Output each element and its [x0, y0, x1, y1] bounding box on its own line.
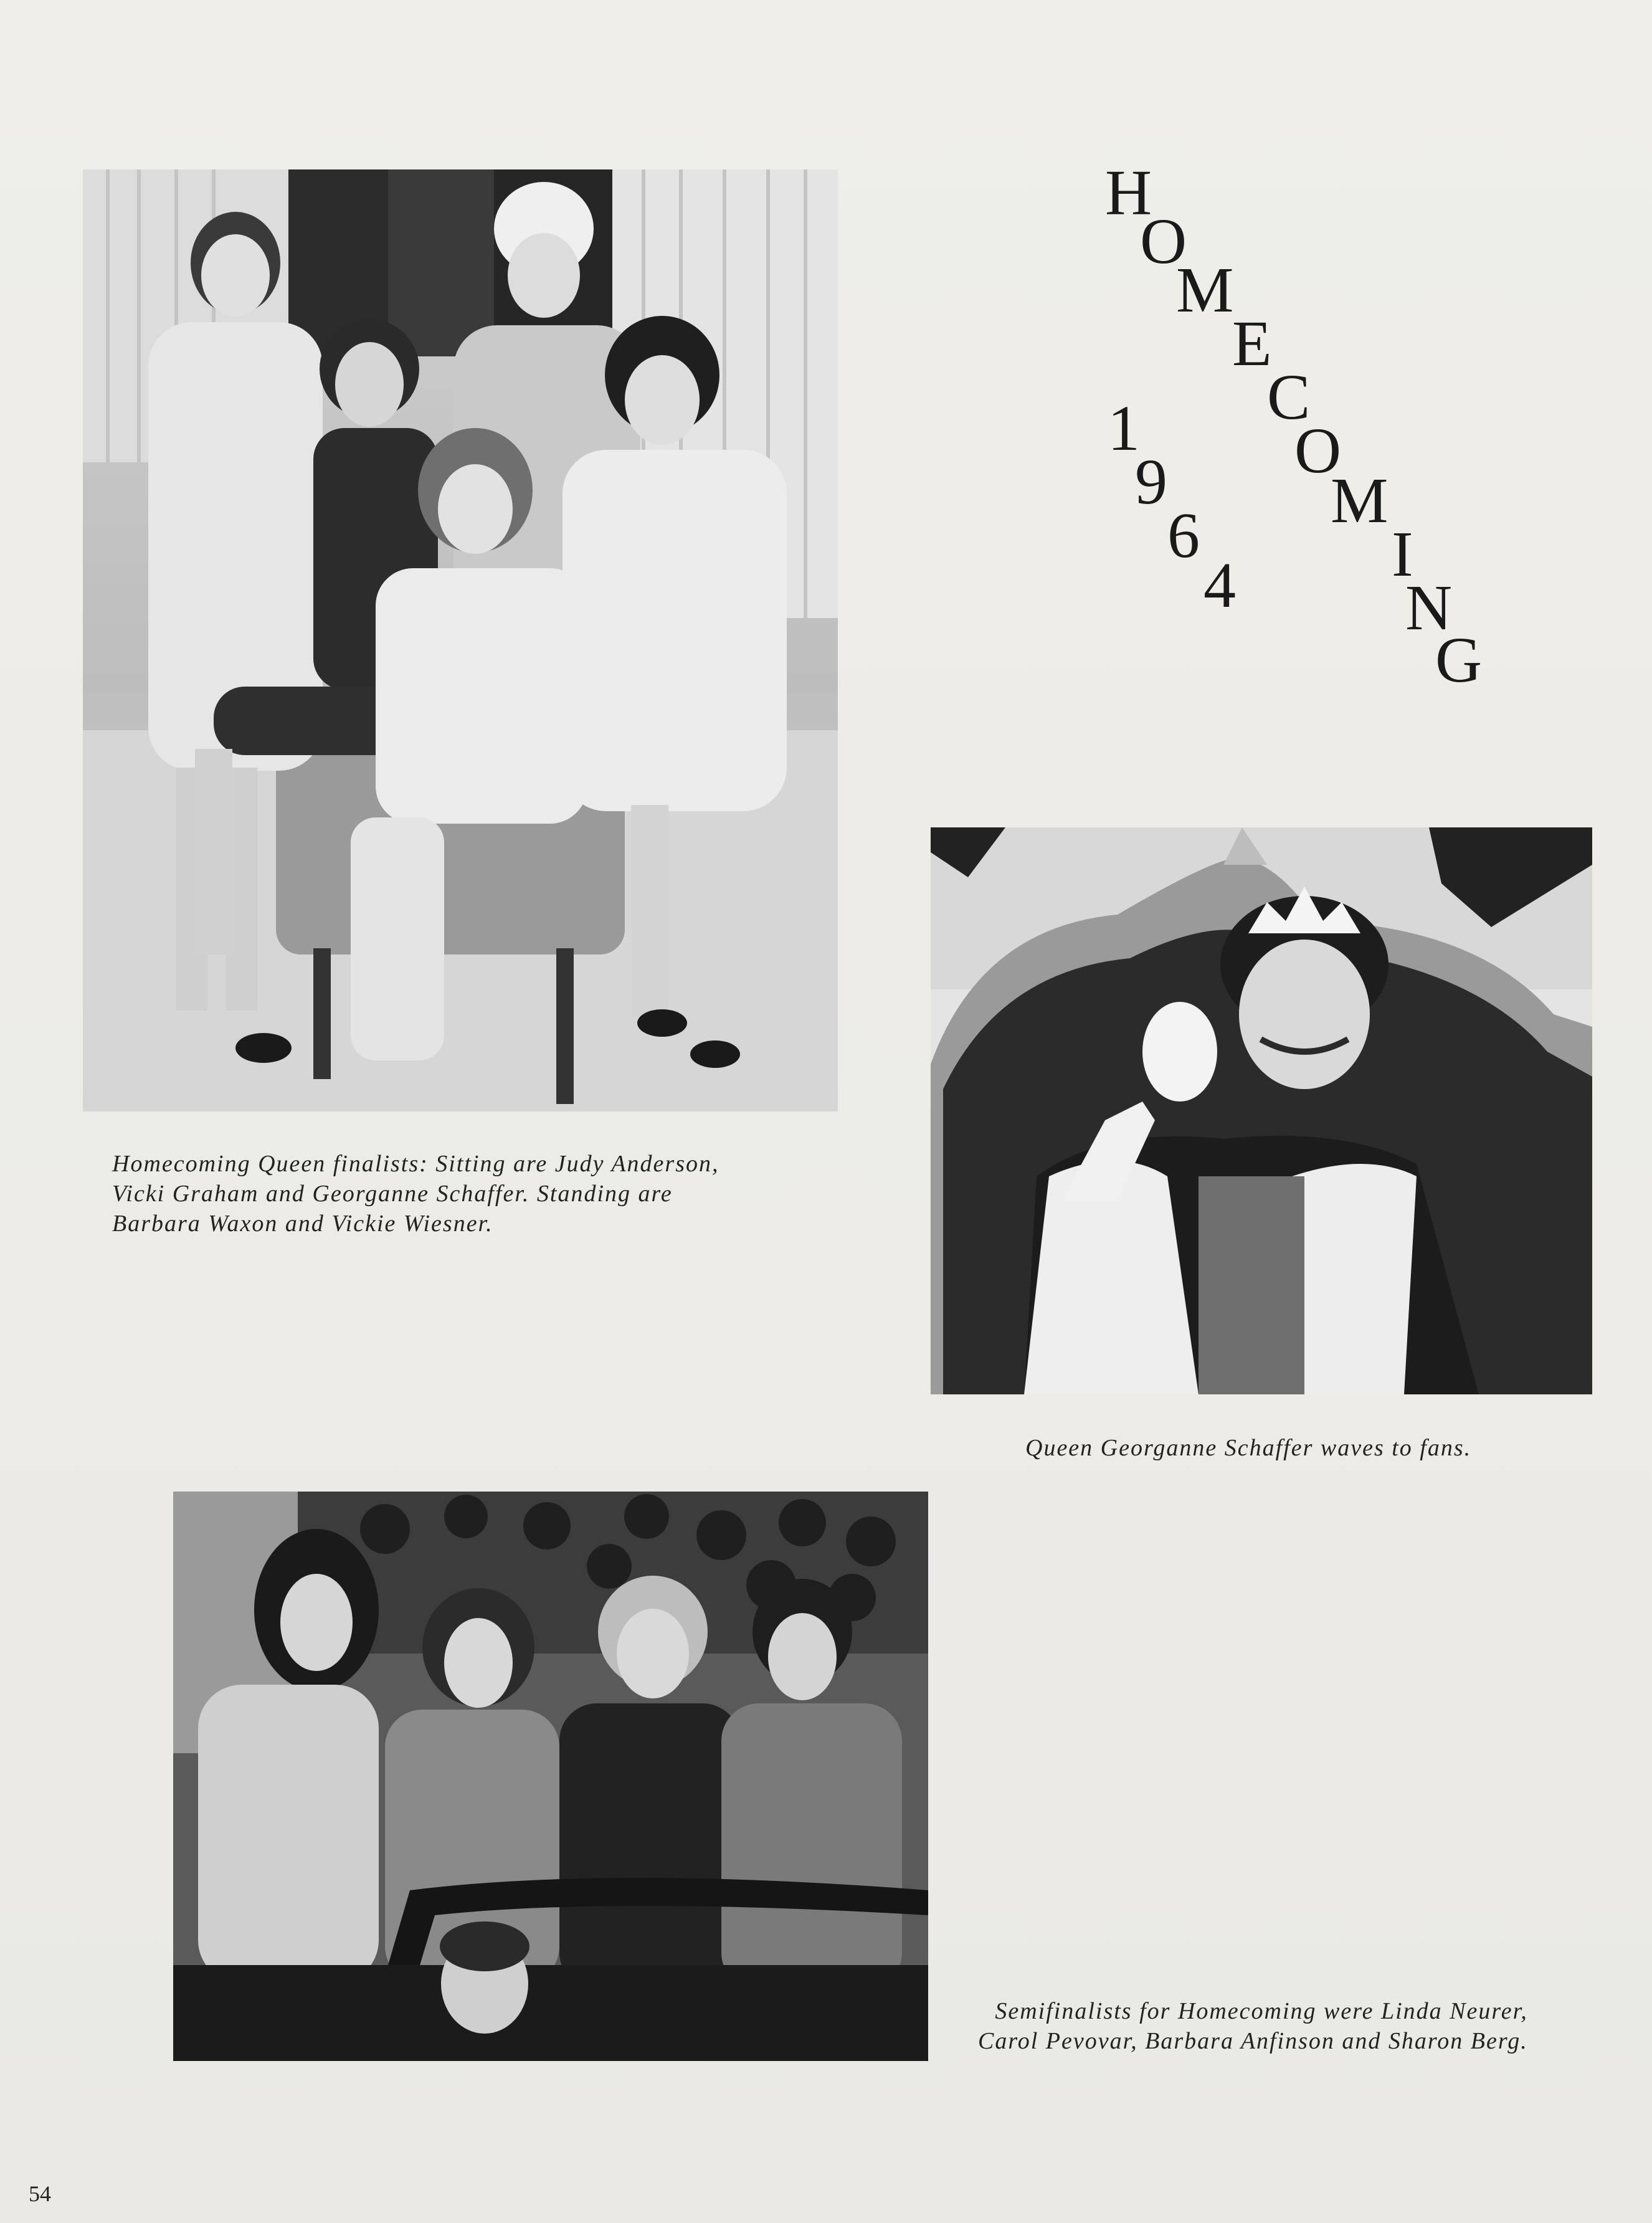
finalists-caption	[112, 1149, 719, 1239]
semifinalists-photo	[173, 1492, 928, 2061]
caption-line: Vicki Graham and Georganne Schaffer. Standing are	[112, 1181, 673, 1207]
caption-line: Semifinalists for Homecoming were Linda Neurer,	[995, 1998, 1528, 2024]
queen-caption	[1025, 1433, 1471, 1463]
year-digit: 6	[1167, 500, 1200, 571]
caption-line: Carol Pevovar, Barbara Anfinson and Sharon Berg.	[978, 2028, 1528, 2054]
title-letter: I	[1392, 518, 1413, 590]
year-digit: 4	[1203, 550, 1236, 621]
semifinalists-caption	[978, 1996, 1528, 2056]
title-letter: O	[1294, 415, 1342, 487]
title-letter: E	[1232, 308, 1272, 379]
caption-line: Queen Georganne Schaffer waves to fans.	[1025, 1435, 1472, 1461]
caption-line: Homecoming Queen finalists: Sitting are Judy Anderson,	[112, 1151, 719, 1177]
queen-photo	[931, 827, 1592, 1394]
year-digit: 9	[1135, 446, 1167, 518]
caption-line: Barbara Waxon and Vickie Wiesner.	[112, 1211, 493, 1237]
year-digit: 1	[1108, 393, 1140, 464]
title-letter: O	[1140, 206, 1187, 277]
title-letter: M	[1331, 465, 1389, 536]
finalists-photo	[83, 169, 838, 1112]
title-letter: G	[1435, 624, 1483, 696]
title-letter: M	[1176, 254, 1234, 326]
title-letter: N	[1405, 572, 1453, 644]
title-letter: H	[1105, 157, 1152, 229]
title-letter: C	[1267, 361, 1311, 433]
page-number: 54	[29, 2181, 51, 2206]
